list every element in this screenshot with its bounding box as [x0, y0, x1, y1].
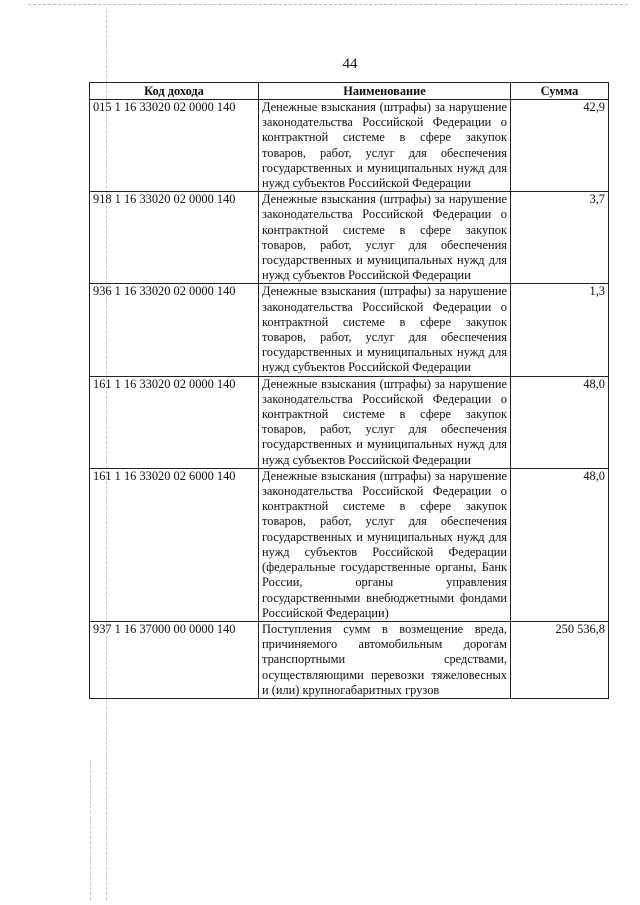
income-sum: 48,0	[511, 468, 609, 621]
income-sum: 250 536,8	[511, 621, 609, 698]
income-code: 015 1 16 33020 02 0000 140	[90, 100, 259, 192]
income-code: 161 1 16 33020 02 0000 140	[90, 376, 259, 468]
income-sum: 42,9	[511, 100, 609, 192]
table-row	[90, 468, 609, 621]
income-sum: 48,0	[511, 376, 609, 468]
page-number: 44	[342, 56, 358, 72]
income-code: 936 1 16 33020 02 0000 140	[90, 284, 259, 376]
income-code: 161 1 16 33020 02 6000 140	[90, 468, 259, 621]
income-sum: 3,7	[511, 192, 609, 284]
table-row	[90, 100, 609, 192]
income-sum: 1,3	[511, 284, 609, 376]
header-code: Код дохода	[90, 83, 259, 100]
income-name: Денежные взыскания (штрафы) за нарушение законодательства Российской Федерации о контрактной системе в сфере закупок товаров, работ, услуг для обеспечения государственных и муниципальных нужд для нужд субъектов Российской Федерации (федеральные государственные органы, Банк России, органы управления государственными внебюджетными фондами Российской Федерации)	[259, 468, 511, 621]
table-row	[90, 621, 609, 698]
income-code: 937 1 16 37000 00 0000 140	[90, 621, 259, 698]
table-row	[90, 192, 609, 284]
table-row	[90, 376, 609, 468]
header-name: Наименование	[259, 83, 511, 100]
income-table	[89, 82, 609, 699]
income-name: Денежные взыскания (штрафы) за нарушение законодательства Российской Федерации о контрактной системе в сфере закупок товаров, работ, услуг для обеспечения государственных и муниципальных нужд для нужд субъектов Российской Федерации	[259, 284, 511, 376]
income-name: Денежные взыскания (штрафы) за нарушение законодательства Российской Федерации о контрактной системе в сфере закупок товаров, работ, услуг для обеспечения государственных и муниципальных нужд для нужд субъектов Российской Федерации	[259, 100, 511, 192]
scan-edge-top	[28, 4, 628, 5]
income-name: Поступления сумм в возмещение вреда, причиняемого автомобильным дорогам транспортными средствами, осуществляющими перевозки тяжеловесных и (или) крупногабаритных грузов	[259, 621, 511, 698]
income-name: Денежные взыскания (штрафы) за нарушение законодательства Российской Федерации о контрактной системе в сфере закупок товаров, работ, услуг для обеспечения государственных и муниципальных нужд для нужд субъектов Российской Федерации	[259, 192, 511, 284]
scan-edge-left-lower	[90, 760, 91, 900]
table-header-row	[90, 83, 609, 100]
table-row	[90, 284, 609, 376]
header-sum: Сумма	[511, 83, 609, 100]
income-code: 918 1 16 33020 02 0000 140	[90, 192, 259, 284]
income-name: Денежные взыскания (штрафы) за нарушение законодательства Российской Федерации о контрактной системе в сфере закупок товаров, работ, услуг для обеспечения государственных и муниципальных нужд для нужд субъектов Российской Федерации	[259, 376, 511, 468]
